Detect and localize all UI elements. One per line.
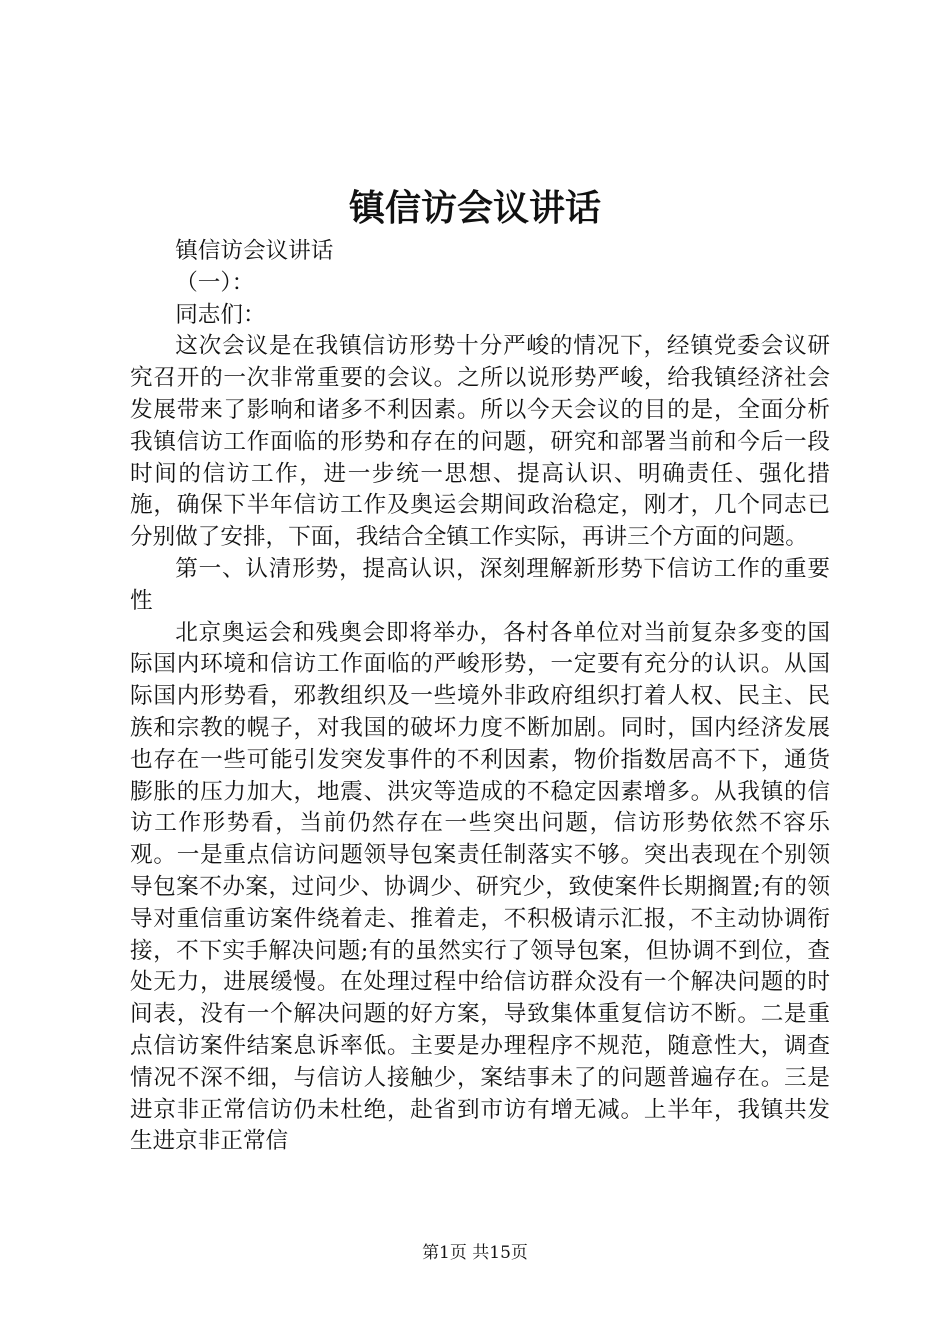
section-heading-paragraph: 第一、认清形势，提高认识，深刻理解新形势下信访工作的重要性: [130, 555, 830, 614]
section-marker-paragraph: （一）：: [175, 269, 255, 296]
body-paragraph: 北京奥运会和残奥会即将举办，各村各单位对当前复杂多变的国际国内环境和信访工作面临的严峻形势，一定要有充分的认识。从国际国内形势看，邪教组织及一些境外非政府组织打着人权、民主、民族和宗教的幌子，对我国的破坏力度不断加剧。同时，国内经济发展也存在一些可能引发突发事件的不利因素，物价指数居高不下，通货膨胀的压力加大，地震、洪灾等造成的不稳定因素增多。从我镇的信访工作形势看，当前仍然存在一些突出问题，信访形势依然不容乐观。一是重点信访问题领导包案责任制落实不够。突出表现在个别领导包案不办案，过问少、协调少、研究少，致使案件长期搁置;有的领导对重信重访案件绕着走、推着走，不积极请示汇报，不主动协调衔接，不下实手解决问题;有的虽然实行了领导包案，但协调不到位，查处无力，进展缓慢。在处理过程中给信访群众没有一个解决问题的时间表，没有一个解决问题的好方案，导致集体重复信访不断。二是重点信访案件结案息诉率低。主要是办理程序不规范，随意性大，调查情况不深不细，与信访人接触少，案结事未了的问题普遍存在。三是进京非正常信访仍未杜绝，赴省到市访有增无减。上半年，我镇共发生进京非正常信: [130, 619, 830, 1155]
document-title: 镇信访会议讲话: [348, 187, 601, 229]
body-paragraph: 这次会议是在我镇信访形势十分严峻的情况下，经镇党委会议研究召开的一次非常重要的会议。之所以说形势严峻，给我镇经济社会发展带来了影响和诸多不利因素。所以今天会议的目的是，全面分析我镇信访工作面临的形势和存在的问题，研究和部署当前和今后一段时间的信访工作，进一步统一思想、提高认识、明确责任、强化措施，确保下半年信访工作及奥运会期间政治稳定，刚才，几个同志已分别做了安排，下面，我结合全镇工作实际，再讲三个方面的问题。: [130, 333, 830, 551]
subtitle-paragraph: 镇信访会议讲话: [175, 238, 334, 264]
salutation-paragraph: 同志们：: [175, 301, 266, 328]
document-body: [130, 236, 830, 1158]
page-footer: 第1页 共15页: [422, 1243, 528, 1263]
